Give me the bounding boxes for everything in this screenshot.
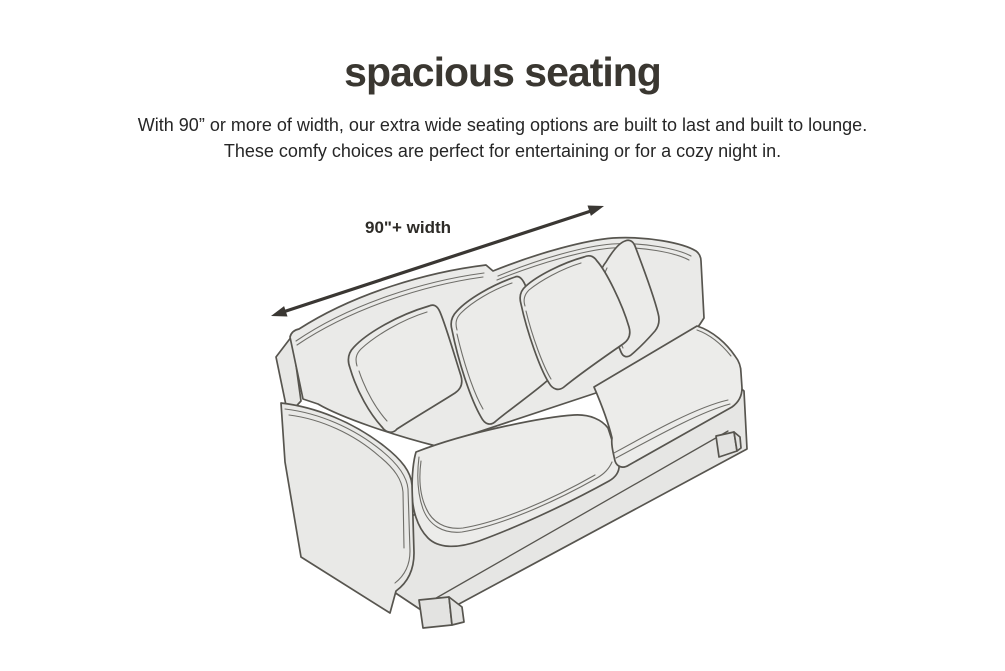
description-line-1: With 90” or more of width, our extra wide seating options are built to last and built to lounge. (137, 115, 868, 135)
arrow-head-left (271, 306, 288, 316)
description-line-2: These comfy choices are perfect for entertaining or for a cozy night in. (223, 140, 782, 161)
page-title: spacious seating (344, 49, 661, 95)
arrow-head-right (588, 206, 605, 216)
dimension-label: 90"+ width (365, 218, 451, 237)
sofa-line-drawing (276, 238, 747, 628)
